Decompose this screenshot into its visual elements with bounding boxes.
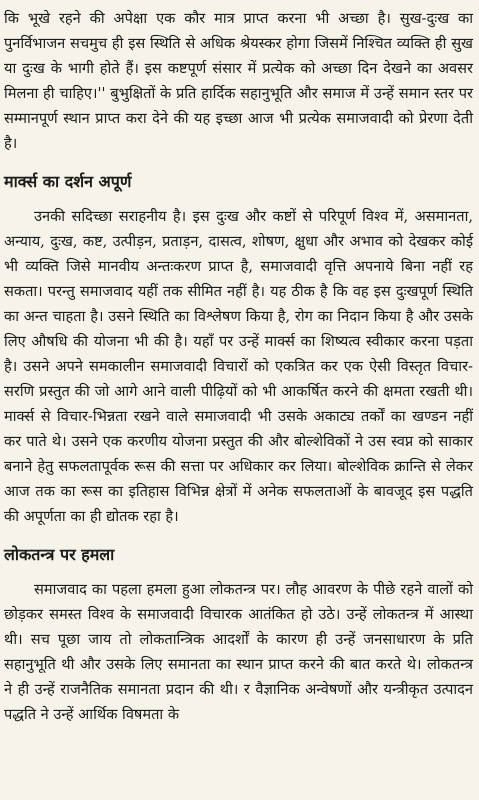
marx-paragraph: उनकी सदिच्छा सराहनीय है। इस दुःख और कष्टों से परिपूर्ण विश्व में, असमानता, अन्याय, दुःख, कष्ट, उत्पीड़न, प्रताड़न, दासत्व, शोषण, क्षुधा और अभाव को देखकर कोई भी व्यक्ति जिसे मानवीय अन्तःकरण प्राप्त है, समाजवादी वृत्ति अपनाये बिना नहीं रह सकता। परन्तु समाजवाद यहीं तक सीमित नहीं है। यह ठीक है कि वह इस दुःखपूर्ण स्थिति का अन्त चाहता है। उसने स्थिति का विश्लेषण किया है, रोग का निदान किया है और उसके लिए औषधि की योजना भी की है। यहाँ पर उन्हें मार्क्स का शिष्यत्व स्वीकार करना पड़ता है। उसने अपने समकालीन समाजवादी विचारों को एकत्रित कर एक ऐसी विस्तृत विचार-सरणि प्रस्तुत की जो आगे आने वाली पीढ़ियों को भी आकर्षित करने की क्षमता रखती थी। मार्क्स से विचार-भिन्नता रखने वाले समाजवादी भी उसके अकाट्य तर्कों का खण्डन नहीं कर पाते थे। उसने एक करणीय योजना प्रस्तुत की और बोल्शेविकों ने उस स्वप्न को साकार बनाने हेतु सफलतापूर्वक रूस की सत्ता पर अधिकार कर लिया। बोल्शेविक क्रान्ति से लेकर आज तक का रूस का इतिहास विभिन्न क्षेत्रों में अनेक सफलताओं के बावजूद इस पद्धति की अपूर्णता का ही द्योतक रहा है।: [4, 208, 473, 525]
democracy-paragraph: समाजवाद का पहला हमला हुआ लोकतन्त्र पर। लौह आवरण के पीछे रहने वालों को छोड़कर समस्त विश्व के समाजवादी विचारक आतंकित हो उठे। उन्हें लोकतन्त्र में आस्था थी। सच पूछा जाय तो लोकतान्त्रिक आदर्शों के कारण ही उन्हें जनसाधारण के प्रति सहानुभूति थी और उसके लिए समानता का स्थान प्राप्त करने की बात करते थे। लोकतन्त्र ने ही उन्हें राजनैतिक समानता प्रदान की थी। र वैज्ञानिक अन्वेषणों और यन्त्रीकृत उत्पादन पद्धति ने उन्हें आर्थिक विषमता के: [4, 581, 473, 723]
section-heading-marx: मार्क्स का दर्शन अपूर्ण: [4, 172, 132, 191]
section-heading-democracy: लोकतन्त्र पर हमला: [4, 545, 115, 564]
intro-paragraph: कि भूखे रहने की अपेक्षा एक कौर मात्र प्राप्त करना भी अच्छा है। सुख-दुःख का पुनर्विभाजन सचमुच ही इस स्थिति से अधिक श्रेयस्कर होगा जिसमें निश्चित व्यक्ति ही सुख या दुःख के भागी होते हैं। इस कष्टपूर्ण संसार में प्रत्येक को अच्छा दिन देखने का अवसर मिलना ही चाहिए।'' बुभुक्षितों के प्रति हार्दिक सहानुभूति और समाज में उन्हें समान स्तर पर सम्मानपूर्ण स्थान प्राप्त करा देने की यह इच्छा आज भी प्रत्येक समाजवादी को प्रेरणा देती है।: [4, 10, 473, 152]
